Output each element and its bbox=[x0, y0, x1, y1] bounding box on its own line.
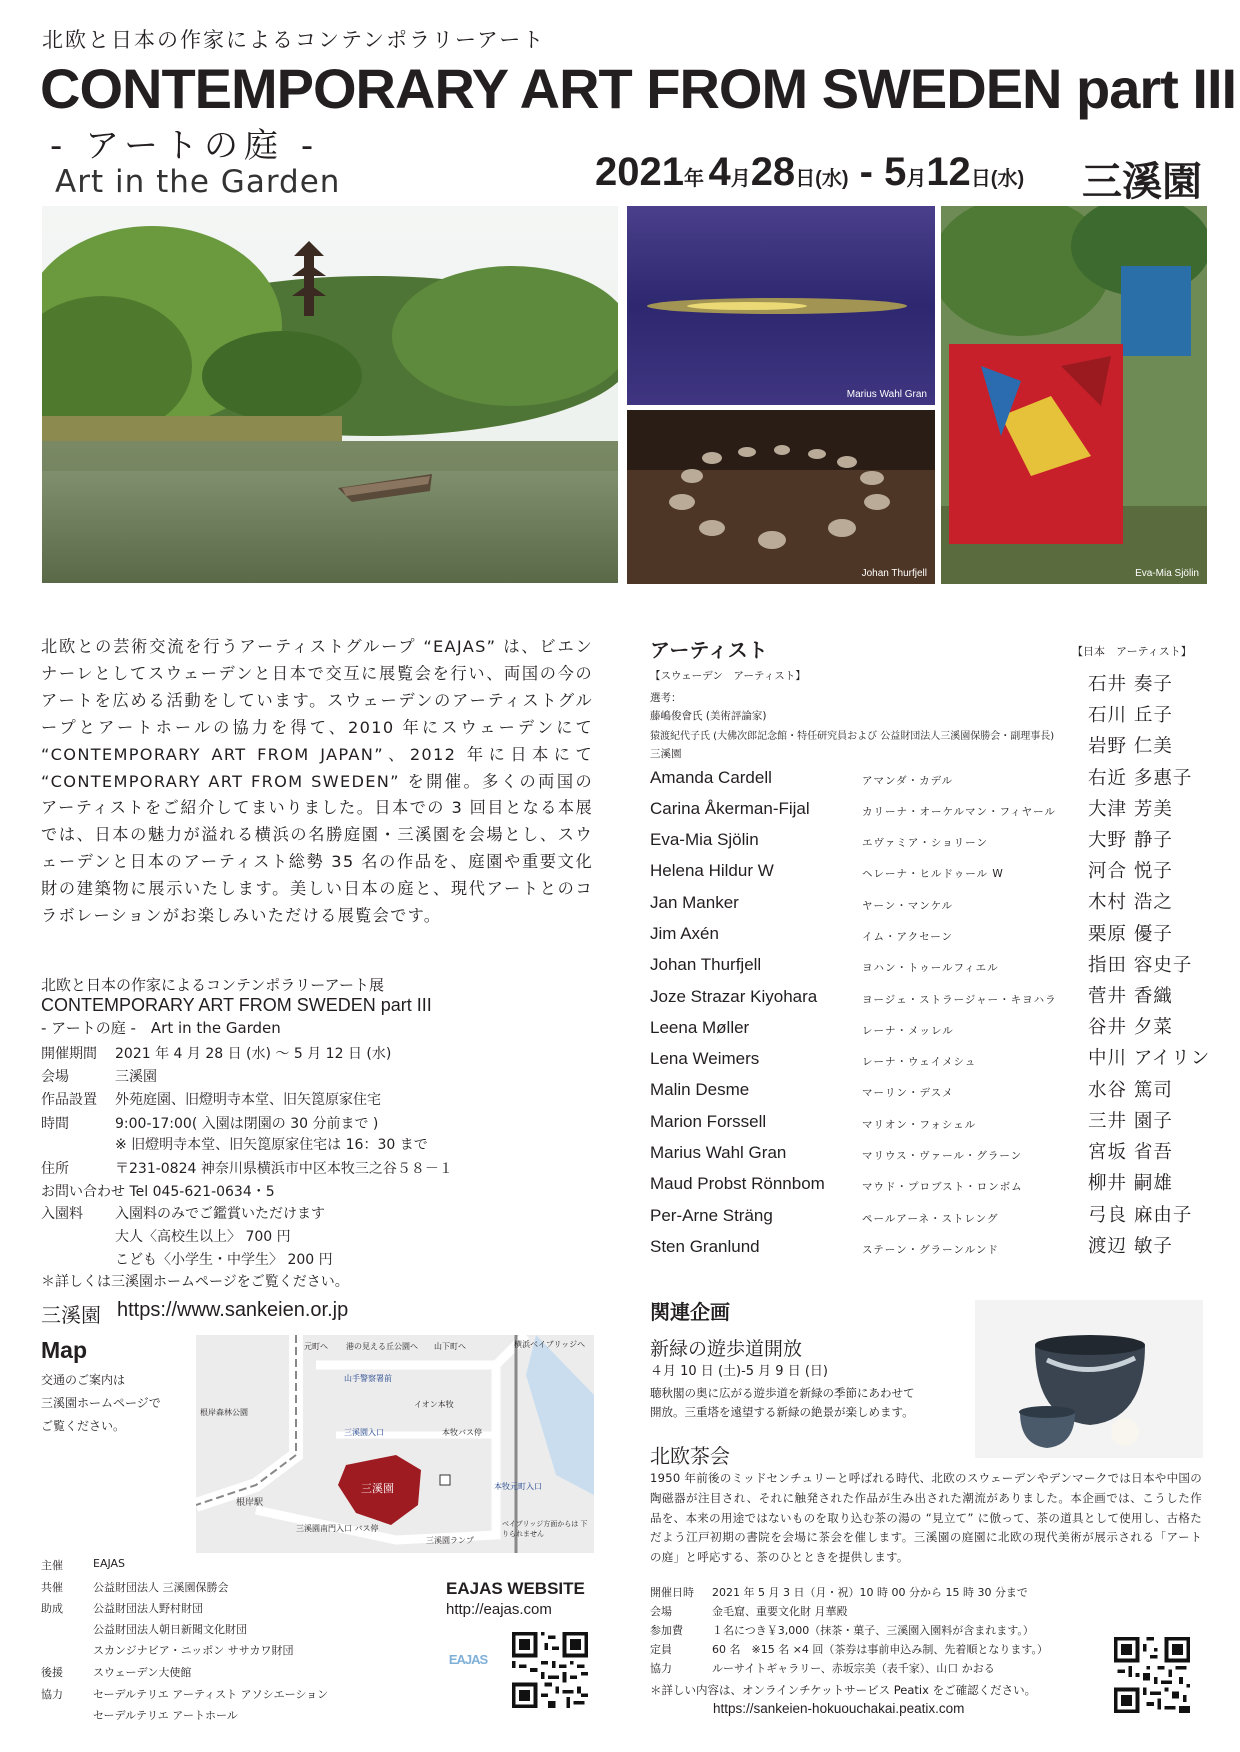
sponsor-coop-1: セーデルテリエ アーティスト アソシエーション bbox=[93, 1688, 329, 1701]
japan-artist: 指田 容史子 bbox=[1088, 955, 1193, 976]
selector-3: 三溪園 bbox=[650, 748, 682, 760]
artwork-photo-2 bbox=[627, 410, 935, 584]
tea-url[interactable]: https://sankeien-hokuouchakai.peatix.com bbox=[713, 1701, 965, 1716]
sweden-artist-en: Joze Strazar Kiyohara bbox=[650, 987, 818, 1006]
sweden-artist-en: Lena Weimers bbox=[650, 1049, 760, 1068]
sweden-artist-en: Jim Axén bbox=[650, 924, 719, 943]
map-text-2: 三溪園ホームページで bbox=[41, 1396, 161, 1410]
map-label-yamashita: 山下町へ bbox=[434, 1342, 466, 1351]
credit-2: Johan Thurfjell bbox=[861, 568, 927, 579]
sweden-artist-kana: ペールアーネ・ストレング bbox=[862, 1213, 999, 1225]
date-d1-unit: 日(水) bbox=[795, 168, 849, 190]
walk-text-1: 聴秋閣の奥に広がる遊歩道を新緑の季節にあわせて bbox=[650, 1386, 915, 1400]
title-jp: - アートの庭 - bbox=[50, 126, 320, 166]
sponsor-role-coop: 協力 bbox=[41, 1688, 63, 1701]
info-label-address: 住所 bbox=[41, 1161, 69, 1177]
tea-detail-value: １名につき￥3,000（抹茶・菓子、三溪園入園料が含まれます。） bbox=[712, 1624, 1034, 1637]
sponsor-grant-3: スカンジナビア・ニッポン ササカワ財団 bbox=[93, 1644, 294, 1657]
sweden-artist-en: Eva-Mia Sjölin bbox=[650, 830, 759, 849]
sweden-artist-kana: イム・アクセーン bbox=[862, 931, 954, 943]
japan-artists-heading: 【日本 アーティスト】 bbox=[1072, 645, 1192, 658]
sweden-artist-kana: マリオン・フォシェル bbox=[862, 1119, 977, 1131]
related-heading: 関連企画 bbox=[650, 1300, 730, 1324]
map-label-motomachi: 元町へ bbox=[304, 1342, 328, 1351]
sweden-artist-kana: ヤーン・マンケル bbox=[862, 900, 954, 912]
sweden-artist-kana: ヘレーナ・ヒルドゥール W bbox=[862, 868, 1004, 880]
japan-artist: 木村 浩之 bbox=[1088, 892, 1173, 913]
site-name: 三溪園 bbox=[41, 1303, 101, 1327]
japan-artist: 三井 園子 bbox=[1088, 1111, 1173, 1132]
japan-artist: 水谷 篤司 bbox=[1088, 1080, 1173, 1101]
tea-detail-label: 開催日時 bbox=[650, 1586, 694, 1599]
sponsor-grant-2: 公益財団法人朝日新聞文化財団 bbox=[93, 1623, 247, 1636]
eajas-qr-code[interactable] bbox=[512, 1632, 588, 1708]
info-value-period: 2021 年 4 月 28 日 (水) ～ 5 月 12 日 (水) bbox=[115, 1046, 392, 1062]
tea-detail-label: 定員 bbox=[650, 1643, 672, 1656]
info-value-time-note: ※ 旧燈明寺本堂、旧矢箆原家住宅は 16：30 まで bbox=[115, 1137, 428, 1153]
japan-artist: 河合 悦子 bbox=[1088, 861, 1173, 882]
sweden-artist-en: Johan Thurfjell bbox=[650, 955, 762, 974]
selector-1: 藤嶋俊會氏 (美術評論家) bbox=[650, 710, 767, 722]
japan-artist: 右近 多惠子 bbox=[1088, 768, 1193, 789]
fee-line-2: 大人〈高校生以上〉 700 円 bbox=[115, 1229, 291, 1245]
map-label-minato: 港の見える丘公園へ bbox=[346, 1342, 418, 1351]
tea-detail-value: ルーサイトギャラリー、赤坂宗美（表千家）、山口 かおる bbox=[712, 1662, 995, 1675]
info-value-time: 9:00-17:00( 入園は閉園の 30 分前まで ) bbox=[115, 1116, 379, 1132]
sweden-artist-kana: レーナ・メッレル bbox=[862, 1025, 954, 1037]
artwork-photo-1 bbox=[627, 206, 935, 405]
map-label-sankeien: 三溪園 bbox=[361, 1482, 394, 1495]
sponsor-role-cohost: 共催 bbox=[41, 1581, 63, 1594]
info-note: ＊詳しくは三溪園ホームページをご覧ください。 bbox=[41, 1274, 349, 1290]
sweden-artists-heading: 【スウェーデン アーティスト】 bbox=[650, 670, 806, 682]
tea-detail-label: 参加費 bbox=[650, 1624, 683, 1637]
japan-artist: 菅井 香織 bbox=[1088, 986, 1173, 1007]
date-sep: - bbox=[848, 150, 885, 194]
tea-detail-value: 60 名 ※15 名 ×4 回（茶券は事前申込み制、先着順となります。） bbox=[712, 1643, 1049, 1656]
tea-text: 1950 年前後のミッドセンチュリーと呼ばれる時代、北欧のスウェーデンやデンマークでは日本や中国の陶磁器が注目され、それに触発された作品が生み出された潮流がありました。本企画では、こうした作品を、本来の用途ではないものを取り込む茶の湯の “見立て” に倣って、茶の道具として使用し、古格ただよう江戸初期の書院を会場に茶会を催します。三溪園の庭園に北欧の現代美術が展示される「アートの庭」と呼応する、茶のひとときを提供します。 bbox=[650, 1471, 1202, 1565]
map-label-honmaki-bus: 本牧バス停 bbox=[442, 1428, 482, 1437]
fee-label: 入園料 bbox=[41, 1206, 83, 1222]
sponsor-role-host: 主催 bbox=[41, 1559, 63, 1572]
sweden-artist-en: Helena Hildur W bbox=[650, 861, 774, 880]
sweden-artist-en: Sten Granlund bbox=[650, 1237, 760, 1256]
map-label-aeon: イオン本牧 bbox=[414, 1400, 454, 1409]
sweden-artist-en: Marion Forssell bbox=[650, 1112, 767, 1131]
fee-line-3: こども〈小学生・中学生〉 200 円 bbox=[115, 1252, 333, 1268]
date-year: 2021 bbox=[595, 150, 684, 194]
date-year-unit: 年 bbox=[683, 168, 704, 190]
sponsor-role-grant: 助成 bbox=[41, 1602, 63, 1615]
map-label-ramp: 三溪園ランプ bbox=[426, 1536, 474, 1545]
japan-artist: 谷井 夕菜 bbox=[1088, 1017, 1173, 1038]
japan-artist: 中川 アイリン bbox=[1088, 1048, 1211, 1069]
sweden-artist-en: Jan Manker bbox=[650, 893, 739, 912]
sweden-artist-kana: マリウス・ヴァール・グラーン bbox=[862, 1150, 1023, 1162]
sweden-artist-en: Carina Åkerman-Fijal bbox=[650, 799, 810, 818]
exhibit-sub: - アートの庭 - Art in the Garden bbox=[41, 1019, 281, 1037]
exhibition-dates bbox=[595, 150, 1024, 195]
japan-artist: 岩野 仁美 bbox=[1088, 736, 1173, 757]
date-m1-unit: 月 bbox=[730, 168, 751, 190]
map-label-yamate-police: 山手警察署前 bbox=[344, 1374, 392, 1383]
japan-artist: 大野 静子 bbox=[1088, 830, 1173, 851]
garden-photo bbox=[42, 206, 618, 583]
date-m2-unit: 月 bbox=[906, 168, 927, 190]
info-label-install: 作品設置 bbox=[41, 1092, 97, 1108]
sweden-artist-kana: ステーン・グラーンルンド bbox=[862, 1244, 999, 1256]
japan-artist: 宮坂 省吾 bbox=[1088, 1142, 1173, 1163]
sweden-artist-kana: ヨハン・トゥールフィエル bbox=[862, 962, 999, 974]
sponsor-support: スウェーデン大使館 bbox=[93, 1666, 192, 1679]
date-d2-unit: 日(水) bbox=[970, 168, 1025, 190]
japan-artist: 大津 芳美 bbox=[1088, 799, 1173, 820]
tea-detail-value: 2021 年 5 月 3 日（月・祝）10 時 00 分から 15 時 30 分まで bbox=[712, 1586, 1028, 1599]
sweden-artist-kana: アマンダ・カデル bbox=[862, 775, 954, 787]
sweden-artist-kana: カリーナ・オーケルマン・フィヤール bbox=[862, 806, 1056, 818]
info-value-install: 外苑庭園、旧燈明寺本堂、旧矢箆原家住宅 bbox=[115, 1092, 381, 1108]
tea-bowl-photo bbox=[975, 1300, 1203, 1458]
map-label-sankeien-entrance: 三溪園入口 bbox=[344, 1428, 384, 1437]
sponsor-grant-1: 公益財団法人野村財団 bbox=[93, 1602, 203, 1615]
tea-title: 北欧茶会 bbox=[650, 1444, 730, 1468]
intro-text: 北欧との芸術交流を行うアーティストグループ “EAJAS” は、ビエンナーレとしてスウェーデンと日本で交互に展覧会を行い、両国の今のアートを広める活動をしています。スウェーデンのアーティストグループとアートホールの協力を得て、2010 年にスウェーデンにて “CONTEMPORARY ART FROM JAPAN”、2012 年に日本にて “CONTEMPORARY ART FROM SWEDEN” を開催。多くの両国のアーティストをご紹介してまいりました。日本での 3 回目となる本展では、日本の魅力が溢れる横浜の名勝庭園・三溪園を会場とし、スウェーデンと日本のアーティスト総勢 35 名の作品を、庭園や重要文化財の建築物に展示いたします。美しい日本の庭と、現代アートとのコラボレーションがお楽しみいただける展覧会です。 bbox=[41, 637, 593, 926]
walk-text-2: 開放。三重塔を遠望する新緑の絶景が楽しめます。 bbox=[650, 1405, 914, 1419]
walk-title: 新緑の遊歩道開放 bbox=[650, 1338, 803, 1360]
sweden-artist-kana: ヨージェ・ストラージャー・キヨハラ bbox=[862, 994, 1057, 1006]
map-text-1: 交通のご案内は bbox=[41, 1373, 126, 1387]
fee-line-1: 入園料のみでご鑑賞いただけます bbox=[115, 1206, 325, 1222]
sweden-artist-en: Per-Arne Sträng bbox=[650, 1206, 773, 1225]
header-subtitle: 北欧と日本の作家によるコンテンポラリーアート bbox=[42, 28, 546, 52]
eajas-url[interactable]: http://eajas.com bbox=[446, 1601, 552, 1618]
sweden-artist-kana: マーリン・デスメ bbox=[862, 1087, 954, 1099]
sweden-artist-kana: レーナ・ウェイメシュ bbox=[862, 1056, 977, 1068]
sponsor-role-support: 後援 bbox=[41, 1666, 63, 1679]
selectors-label: 選考： bbox=[650, 692, 682, 704]
date-m1: 4 bbox=[708, 150, 731, 194]
info-label-venue: 会場 bbox=[41, 1069, 69, 1085]
access-map bbox=[196, 1335, 594, 1553]
date-d2: 12 bbox=[926, 150, 971, 194]
sweden-artist-en: Malin Desme bbox=[650, 1080, 750, 1099]
map-text-3: ご覧ください。 bbox=[41, 1419, 126, 1433]
info-value-venue: 三溪園 bbox=[115, 1069, 157, 1085]
eajas-heading: EAJAS WEBSITE bbox=[446, 1579, 585, 1598]
tea-detail-value: 金毛窟、重要文化財 月華殿 bbox=[712, 1605, 848, 1618]
map-label-honmoku-motomachi: 本牧元町入口 bbox=[494, 1482, 542, 1491]
credit-3: Eva-Mia Sjölin bbox=[1135, 568, 1199, 579]
map-label-negishi-park: 根岸森林公園 bbox=[200, 1408, 248, 1417]
sponsor-host: EAJAS bbox=[93, 1557, 126, 1570]
date-m2: 5 bbox=[884, 150, 907, 194]
japan-artist: 石井 奏子 bbox=[1088, 674, 1173, 695]
eajas-logo: EAJAS bbox=[448, 1652, 488, 1667]
exhibit-name-en: CONTEMPORARY ART FROM SWEDEN part III bbox=[41, 995, 432, 1015]
main-title: CONTEMPORARY ART FROM SWEDEN part III bbox=[40, 57, 1237, 120]
date-d1: 28 bbox=[750, 150, 796, 194]
peatix-qr-code[interactable] bbox=[1114, 1637, 1190, 1713]
tea-note: ＊詳しい内容は、オンラインチケットサービス Peatix をご確認ください。 bbox=[650, 1683, 1037, 1697]
tea-detail-label: 協力 bbox=[650, 1662, 672, 1675]
artists-heading: アーティスト bbox=[650, 638, 768, 662]
sweden-artist-kana: マウド・プロブスト・ロンボム bbox=[862, 1181, 1023, 1193]
sweden-artist-en: Amanda Cardell bbox=[650, 768, 772, 787]
selector-2: 猿渡紀代子氏 (大佛次郎記念館・特任研究員および 公益財団法人三溪園保勝会・副理事長) bbox=[650, 731, 1055, 742]
info-label-period: 開催期間 bbox=[41, 1046, 97, 1062]
info-label-time: 時間 bbox=[41, 1116, 69, 1132]
credit-1: Marius Wahl Gran bbox=[846, 389, 927, 400]
map-label-bridge-note: ベイブリッジ方面からは 下りられません bbox=[502, 1520, 588, 1538]
map-label-baybridge: 横浜ベイブリッジへ bbox=[514, 1340, 586, 1349]
japan-artist: 栗原 優子 bbox=[1088, 924, 1173, 945]
contact-line: お問い合わせ Tel 045-621-0634・5 bbox=[41, 1184, 275, 1200]
artwork-photo-3 bbox=[941, 206, 1207, 584]
exhibit-name-jp: 北欧と日本の作家によるコンテンポラリーアート展 bbox=[41, 976, 385, 994]
sweden-artist-en: Marius Wahl Gran bbox=[650, 1143, 787, 1162]
sponsor-coop-2: セーデルテリエ アートホール bbox=[93, 1709, 238, 1722]
site-url[interactable]: https://www.sankeien.or.jp bbox=[117, 1299, 349, 1321]
sweden-artist-en: Leena Møller bbox=[650, 1018, 750, 1037]
info-value-address: 〒231-0824 神奈川県横浜市中区本牧三之谷５８－１ bbox=[115, 1161, 453, 1177]
sponsor-cohost: 公益財団法人 三溪園保勝会 bbox=[93, 1581, 229, 1594]
japan-artist: 石川 丘子 bbox=[1088, 705, 1173, 726]
map-label-negishi-station: 根岸駅 bbox=[236, 1498, 264, 1508]
tea-detail-label: 会場 bbox=[650, 1605, 672, 1618]
japan-artist: 渡辺 敏子 bbox=[1088, 1236, 1173, 1257]
map-title: Map bbox=[41, 1337, 87, 1363]
japan-artist: 柳井 嗣雄 bbox=[1088, 1173, 1173, 1194]
sweden-artist-kana: エヴァミア・ショリーン bbox=[862, 837, 988, 849]
title-en: Art in the Garden bbox=[55, 164, 341, 200]
japan-artist: 弓良 麻由子 bbox=[1088, 1205, 1193, 1226]
sweden-artist-en: Maud Probst Rönnbom bbox=[650, 1174, 825, 1193]
map-label-south-gate-bus: 三溪園南門入口 バス停 bbox=[296, 1524, 379, 1533]
venue-heading: 三溪園 bbox=[1082, 159, 1202, 205]
walk-dates: ４月 10 日 (土)-5 月 9 日 (日) bbox=[650, 1364, 828, 1379]
